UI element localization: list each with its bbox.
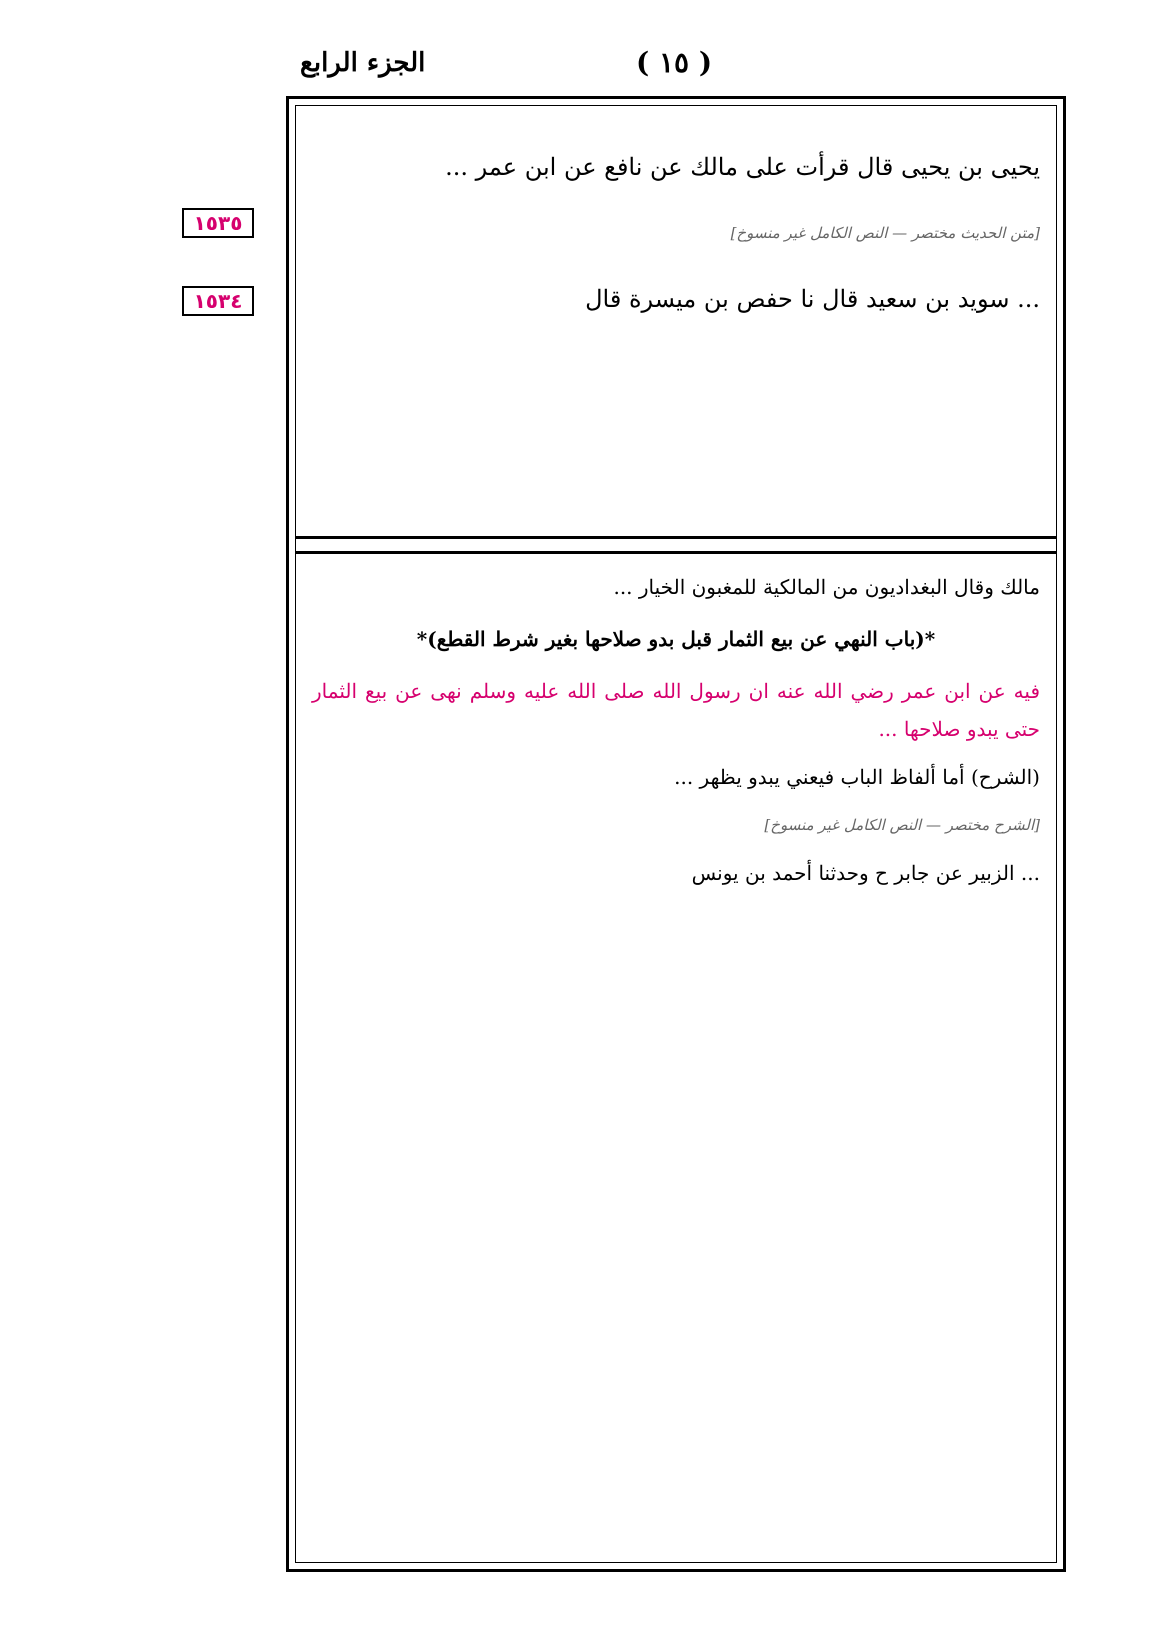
- hadith-ref-1535: ١٥٣٥: [182, 208, 254, 238]
- sharh-excerpt-end: ... الزبير عن جابر ح وحدثنا أحمد بن يونس: [691, 861, 1040, 885]
- matn-excerpt-end: ... سويد بن سعيد قال نا حفص بن ميسرة قال: [585, 285, 1040, 313]
- bab-title: *(باب النهي عن بيع الثمار قبل بدو صلاحها بغير شرط القطع)*: [416, 627, 936, 651]
- sharh-excerpt-1: مالك وقال البغداديون من المالكية للمغبون الخيار ...: [613, 575, 1040, 599]
- hadith-ref-1534: ١٥٣٤: [182, 286, 254, 316]
- matn-omission-note: [متن الحديث مختصر — النص الكامل غير منسوخ]: [730, 224, 1040, 242]
- matn-text: [312, 122, 1040, 512]
- matn-excerpt-start: يحيى بن يحيى قال قرأت على مالك عن نافع عن ابن عمر ...: [445, 153, 1040, 181]
- page-frame-inner: [295, 105, 1057, 1563]
- page-number: ( ١٥ ): [636, 46, 713, 79]
- page-frame: [286, 96, 1066, 1572]
- sharh-excerpt-3: (الشرح) أما ألفاظ الباب فيعني يبدو يظهر ...: [674, 765, 1040, 789]
- sharh-text: [312, 568, 1040, 1546]
- sharh-omission-note: [الشرح مختصر — النص الكامل غير منسوخ]: [764, 816, 1040, 834]
- section-divider: [296, 536, 1056, 554]
- sharh-excerpt-2: فيه عن ابن عمر رضي الله عنه ان رسول الله صلى الله عليه وسلم نهى عن بيع الثمار حتى يبدو صلاحها ...: [312, 679, 1040, 741]
- page-header-part: الجزء الرابع: [300, 48, 426, 78]
